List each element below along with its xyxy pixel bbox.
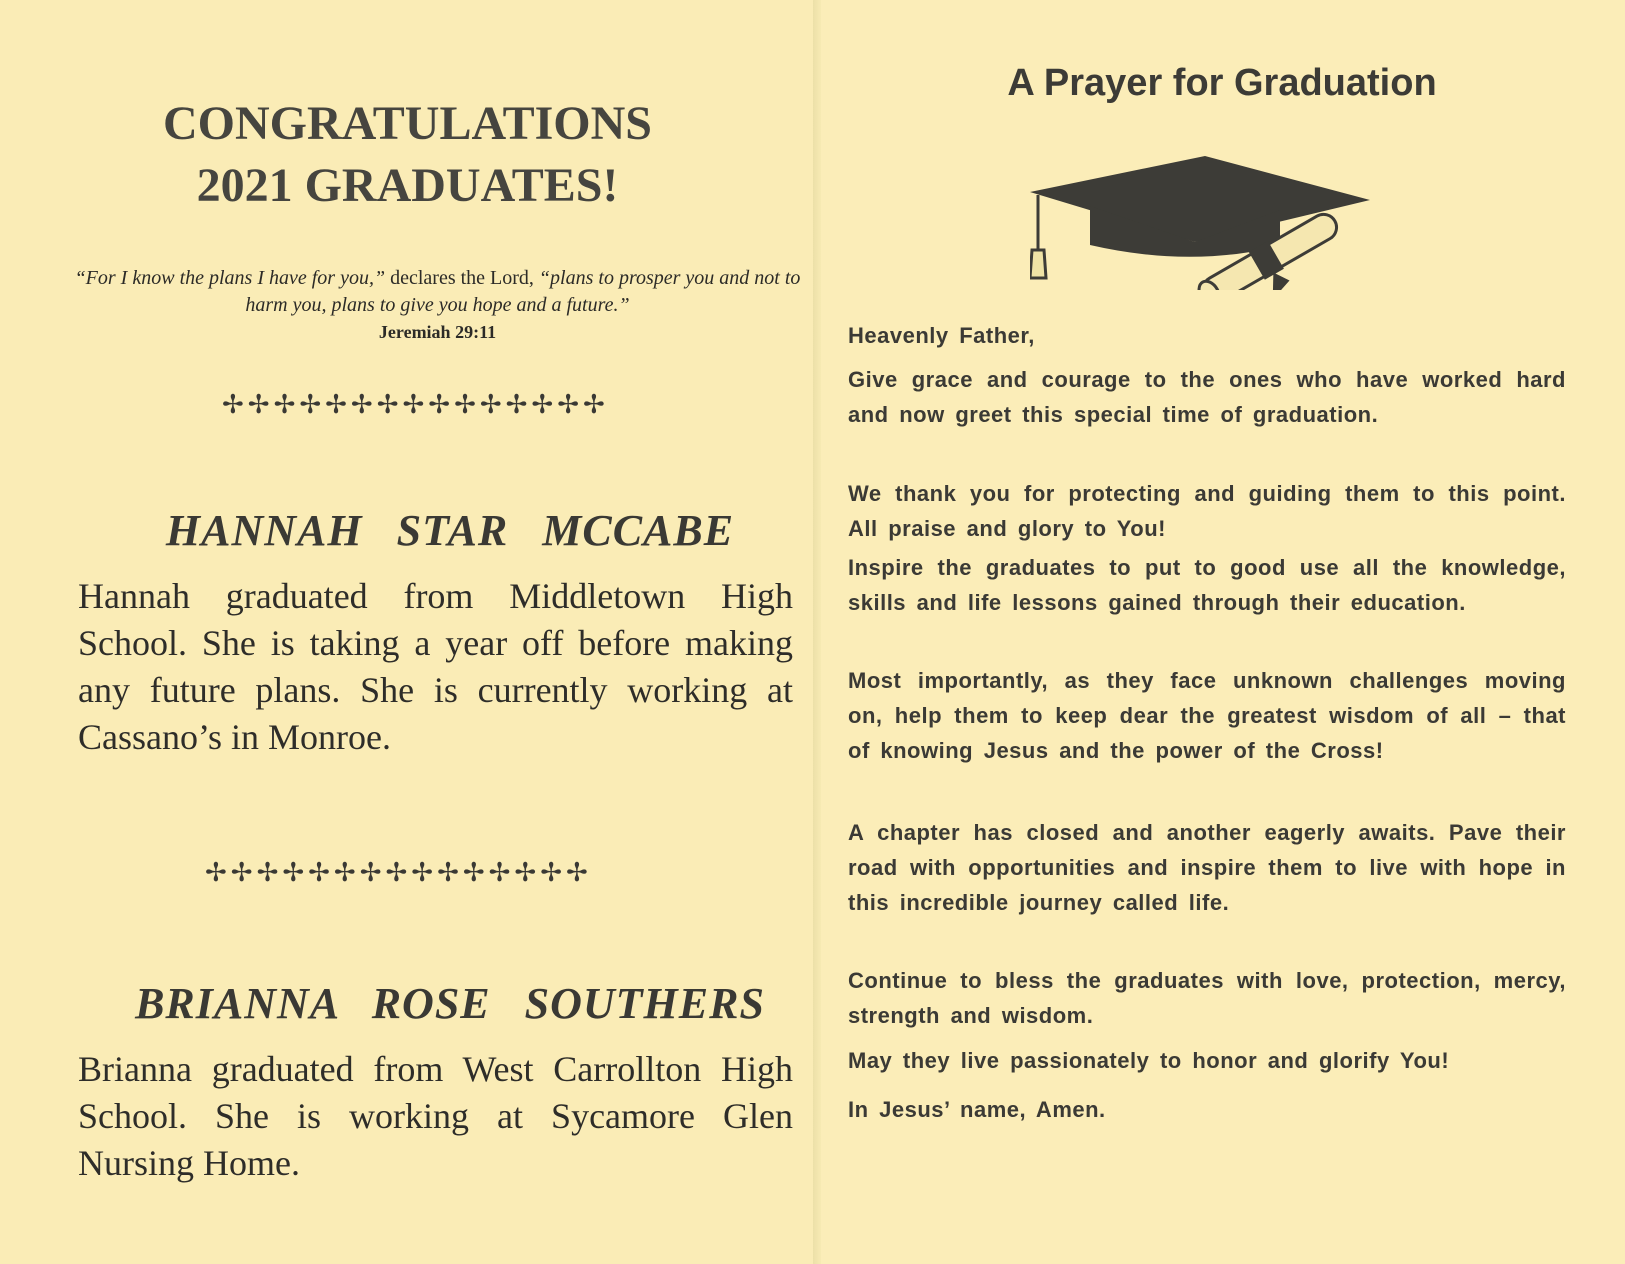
graduates-title: 2021 GRADUATES! xyxy=(196,159,619,212)
star-divider-1: ✢✢✢✢✢✢✢✢✢✢✢✢✢✢✢ xyxy=(222,390,609,420)
prayer-paragraph-4: Most importantly, as they face unknown challenges moving on, help them to keep dear the greatest wisdom of all – that of knowing Jesus and the power of the Cross! xyxy=(848,668,1566,763)
prayer-paragraph-6: Continue to bless the graduates with love, protection, mercy, strength and wisdom. xyxy=(848,968,1566,1028)
prayer-paragraph-1: Give grace and courage to the ones who have worked hard and now greet this special time of graduation. xyxy=(848,367,1566,427)
prayer-paragraph-3: Inspire the graduates to put to good use all the knowledge, skills and life lessons gained through their education. xyxy=(848,555,1566,615)
prayer-greeting: Heavenly Father, xyxy=(848,323,1035,348)
graduation-cap-and-diploma-icon xyxy=(1030,150,1370,290)
verse-attribution: declares the Lord, xyxy=(390,267,534,289)
verse-reference: Jeremiah 29:11 xyxy=(378,322,497,342)
prayer-paragraph-5: A chapter has closed and another eagerly awaits. Pave their road with opportunities and inspire them to live with hope in this incredible journey called life. xyxy=(848,820,1566,915)
prayer-paragraph-2: We thank you for protecting and guiding them to this point. All praise and glory to You! xyxy=(848,481,1566,541)
scripture-verse xyxy=(60,265,815,346)
verse-quote-2: “plans to prosper you and not to harm you, plans to give you hope and a future.” xyxy=(245,267,801,316)
prayer-title: A Prayer for Graduation xyxy=(1007,62,1437,104)
graduate-bio-1: Hannah graduated from Middletown High School. She is taking a year off before making any future plans. She is currently working at Cassano’s in Monroe. xyxy=(78,576,793,757)
congratulations-title: CONGRATULATIONS xyxy=(163,97,652,150)
graduate-bio-2: Brianna graduated from West Carrollton High School. She is working at Sycamore Glen Nursing Home. xyxy=(78,1049,793,1183)
star-divider-2: ✢✢✢✢✢✢✢✢✢✢✢✢✢✢✢ xyxy=(205,858,592,888)
prayer-paragraph-7: May they live passionately to honor and glorify You! xyxy=(848,1048,1450,1073)
prayer-closing: In Jesus’ name, Amen. xyxy=(848,1097,1106,1122)
graduate-name-1: HANNAH STAR MCCABE xyxy=(165,506,735,555)
verse-quote-1: “For I know the plans I have for you,” xyxy=(74,267,386,289)
graduate-name-2: BRIANNA ROSE SOUTHERS xyxy=(135,979,765,1028)
